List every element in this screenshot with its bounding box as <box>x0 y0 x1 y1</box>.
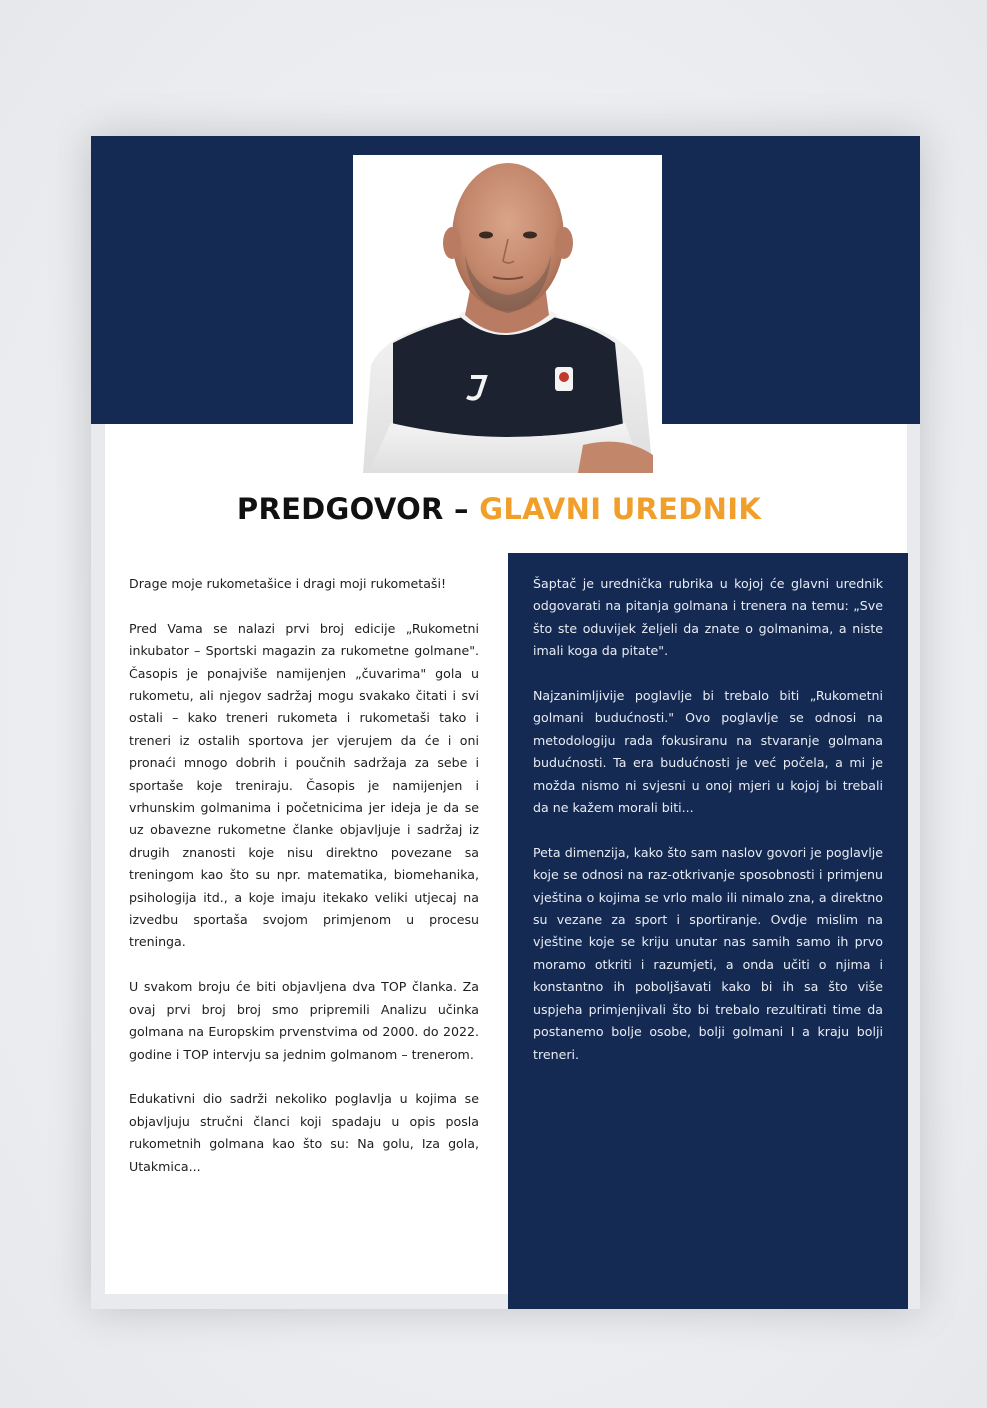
paragraph: Najzanimljivije poglavlje bi trebalo biti „Rukometni golmani budućnosti." Ovo poglavlje se odnosi na metodologiju rada fokusiranu na stvaranje golmana budućnosti. Ta era budućnosti je već počela, a mi je možda nismo ni svjesni u onoj mjeri u kojoj bi trebali da ne kažem morali biti... <box>533 688 883 816</box>
portrait-photo-icon <box>353 155 662 473</box>
title-main: PREDGOVOR – <box>236 492 480 526</box>
left-column-text <box>129 573 479 1200</box>
page-title <box>91 492 907 526</box>
editor-portrait <box>353 155 662 473</box>
paragraph: Edukativni dio sadrži nekoliko poglavlja u kojima se objavljuju stručni članci koji spadaju u opis posla rukometnih golmana kao što su: Na golu, Iza gola, Utakmica... <box>129 1091 479 1174</box>
title-accent: GLAVNI UREDNIK <box>479 492 762 526</box>
magazine-page <box>91 136 920 1309</box>
paragraph: Peta dimenzija, kako što sam naslov govori je poglavlje koje se odnosi na raz-otkrivanje sposobnosti i primjenu vještina o kojima se vrlo malo ili nimalo zna, a direktno su vezane za sport i sportiranje. Ovdje mislim na vještine koje se kriju unutar nas samih samo ih prvo moramo otkriti i razumjeti, a onda učiti o njima i konstantno ih poboljšavati kako bi ih sa što više uspjeha primjenjivali što bi trebalo rezultirati time da postanemo bolje osobe, bolji golmani I a kraju bolji treneri. <box>533 844 883 1062</box>
paragraph: U svakom broju će biti objavljena dva TOP članka. Za ovaj prvi broj broj smo pripremili Analizu učinka golmana na Europskim prvenstvima od 2000. do 2022. godine i TOP intervju sa jednim golmanom – trenerom. <box>129 979 479 1062</box>
paragraph: Pred Vama se nalazi prvi broj edicije „Rukometni inkubator – Sportski magazin za rukometne golmane". Časopis je ponajviše namijenjen „čuvarima" gola u rukometu, ali njegov sadržaj mogu svakako čitati i svi ostali – kako treneri rukometa i rukometaši tako i treneri iz ostalih sportova jer vjerujem da će i oni pronaći mnogo dobrih i poučnih sadržaja za sebe i sportaše koje treniraju. Časopis je namijenjen i vrhunskim golmanima i početnicima jer ideja je da se uz obavezne rukometne članke objavljuje i sadržaj iz drugih znanosti koje nisu direktno povezane sa treningom kao što su npr. matematika, biomehanika, psihologija itd., a koje imaju itekako veliki utjecaj na izvedbu sportaša svojom primjenom u procesu treninga. <box>129 620 479 950</box>
paragraph: Drage moje rukometašice i dragi moji rukometaši! <box>129 576 447 591</box>
paragraph: Šaptač je urednička rubrika u kojoj će glavni urednik odgovarati na pitanja golmana i trenera na temu: „Sve što ste oduvijek željeli da znate o golmanima, a niste imali koga da pitate". <box>533 576 883 659</box>
right-column-text <box>533 573 883 1088</box>
